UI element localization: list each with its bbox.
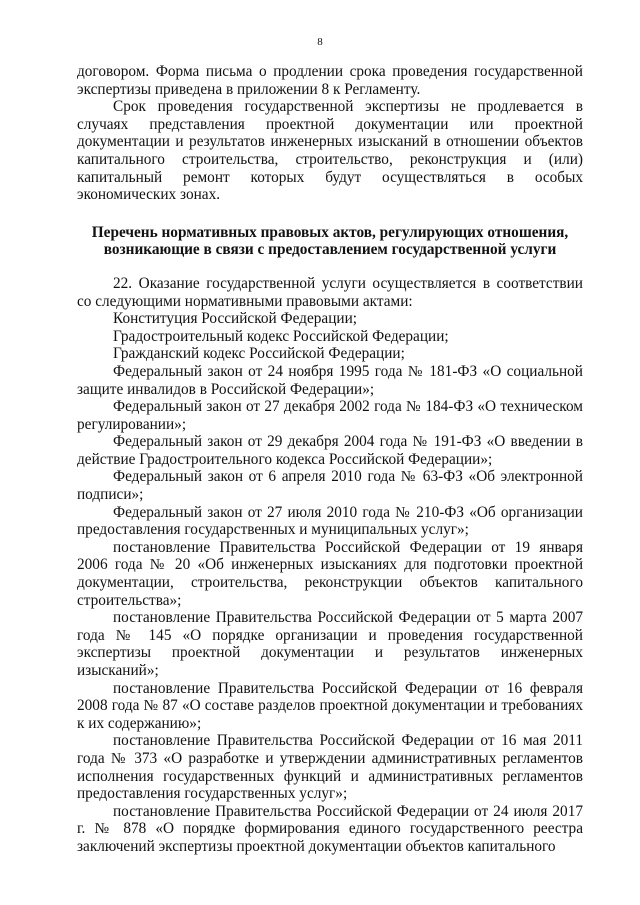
list-item: постановление Правительства Российской Федерации от 19 января 2006 года № 20 «Об инженерных изысканиях для подготовки проектной документации, строительства, реконструкции объектов капитального строительства»; (77, 538, 583, 609)
list-item: 22. Оказание государственной услуги осуществляется в соответствии со следующими нормативными правовыми актами: (77, 274, 583, 310)
list-item: Градостроительный кодекс Российской Федерации; (113, 327, 449, 345)
paragraph: договором. Форма письма о продлении срока проведения государственной экспертизы приведена в приложении 8 к Регламенту. (77, 63, 583, 98)
list-item: постановление Правительства Российской Федерации от 16 мая 2011 года № 373 «О разработке и утверждении административных регламентов исполнения государственных функций и административных регламентов предоставления государственных услуг»; (77, 732, 583, 803)
list-item: Федеральный закон от 24 ноября 1995 года № 181-ФЗ «О социальной защите инвалидов в Российской Федерации»; (77, 362, 583, 398)
paragraph: Срок проведения государственной экспертизы не продлевается в случаях представления проектной документации или проектной документации и результатов инженерных изысканий в отношении объектов капитального строительства, строительство, реконструкция и (или) капитальный ремонт которых будут осуществляться в особых экономических зонах. (77, 98, 583, 204)
list-item: Федеральный закон от 6 апреля 2010 года № 63-ФЗ «Об электронной подписи»; (77, 468, 583, 504)
page-number: 8 (317, 36, 323, 48)
section-heading: Перечень нормативных правовых актов, регулирующих отношения, возникающие в связи с предоставлением государственной услуги (91, 223, 569, 259)
list-item: Гражданский кодекс Российской Федерации; (113, 345, 405, 363)
list-item: постановление Правительства Российской Федерации от 16 февраля 2008 года № 87 «О составе разделов проектной документации и требованиях к их содержанию»; (77, 679, 583, 732)
document-body (77, 63, 583, 856)
list-item: постановление Правительства Российской Федерации от 5 марта 2007 года № 145 «О порядке организации и проведения государственной экспертизы проектной документации и результатов инженерных изысканий»; (77, 609, 583, 679)
list-item: Федеральный закон от 29 декабря 2004 года № 191-ФЗ «О введении в действие Градостроительного кодекса Российской Федерации»; (77, 433, 583, 468)
list-item: Федеральный закон от 27 декабря 2002 года № 184-ФЗ «О техническом регулировании»; (77, 398, 583, 433)
list-item: постановление Правительства Российской Федерации от 24 июля 2017 г. № 878 «О порядке формирования единого государственного реестра заключений экспертизы проектной документации объектов капитального (77, 802, 583, 855)
list-item: Федеральный закон от 27 июля 2010 года № 210-ФЗ «Об организации предоставления государственных и муниципальных услуг»; (77, 503, 583, 539)
list-item: Конституция Российской Федерации; (113, 310, 358, 328)
